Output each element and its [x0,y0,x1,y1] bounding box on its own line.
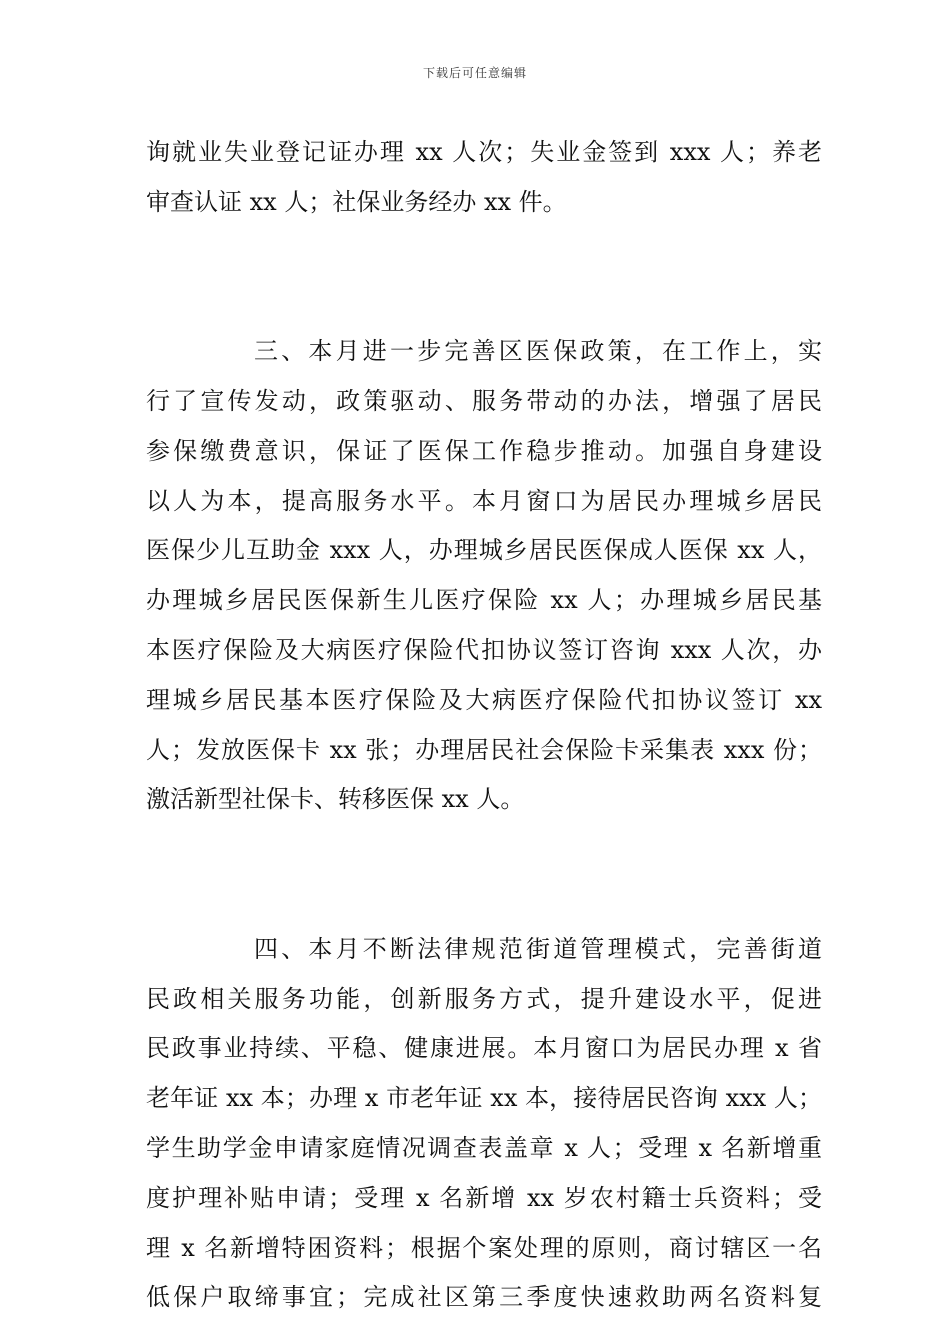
paragraph-continuation [146,128,822,228]
text-line: 民政相关服务功能，创新服务方式，提升建设水平，促进 [146,984,822,1013]
text-line: 本医疗保险及大病医疗保险代扣协议签订咨询 xxx 人次，办 [146,635,822,664]
text-line: 民政事业持续、平稳、健康进展。本月窗口为居民办理 x 省 [146,1034,822,1063]
text-line: 理城乡居民基本医疗保险及大病医疗保险代扣协议签订 xx [146,685,822,714]
text-line: 审查认证 xx 人；社保业务经办 xx 件。 [146,187,567,216]
paragraph-section-three [146,327,822,825]
document-body [146,128,822,1323]
text-line: 低保户取缔事宜；完成社区第三季度快速救助两名资料复 [146,1283,822,1312]
text-line: 老年证 xx 本；办理 x 市老年证 xx 本，接待居民咨询 xxx 人； [146,1084,822,1113]
text-line: 办理城乡居民医保新生儿医疗保险 xx 人；办理城乡居民基 [146,586,822,615]
text-line: 激活新型社保卡、转移医保 xx 人。 [146,785,525,814]
text-line: 理 x 名新增特困资料；根据个案处理的原则，商讨辖区一名 [146,1233,822,1262]
page-header: 下载后可任意编辑 [422,66,527,80]
text-line: 三、本月进一步完善区医保政策，在工作上，实 [254,337,822,366]
text-line: 医保少儿互助金 xxx 人，办理城乡居民医保成人医保 xx 人， [146,536,822,565]
paragraph-section-four [146,925,822,1323]
text-line: 度护理补贴申请；受理 x 名新增 xx 岁农村籍士兵资料；受 [146,1183,822,1212]
text-line: 以人为本，提高服务水平。本月窗口为居民办理城乡居民 [146,486,822,515]
text-line: 询就业失业登记证办理 xx 人次；失业金签到 xxx 人；养老 [146,138,822,166]
text-line: 行了宣传发动，政策驱动、服务带动的办法，增强了居民 [146,386,822,415]
text-line: 四、本月不断法律规范街道管理模式，完善街道 [254,934,822,963]
text-line: 人；发放医保卡 xx 张；办理居民社会保险卡采集表 xxx 份； [146,735,822,764]
text-line: 参保缴费意识，保证了医保工作稳步推动。加强自身建设 [146,436,822,465]
text-line: 学生助学金申请家庭情况调查表盖章 x 人；受理 x 名新增重 [146,1133,822,1162]
